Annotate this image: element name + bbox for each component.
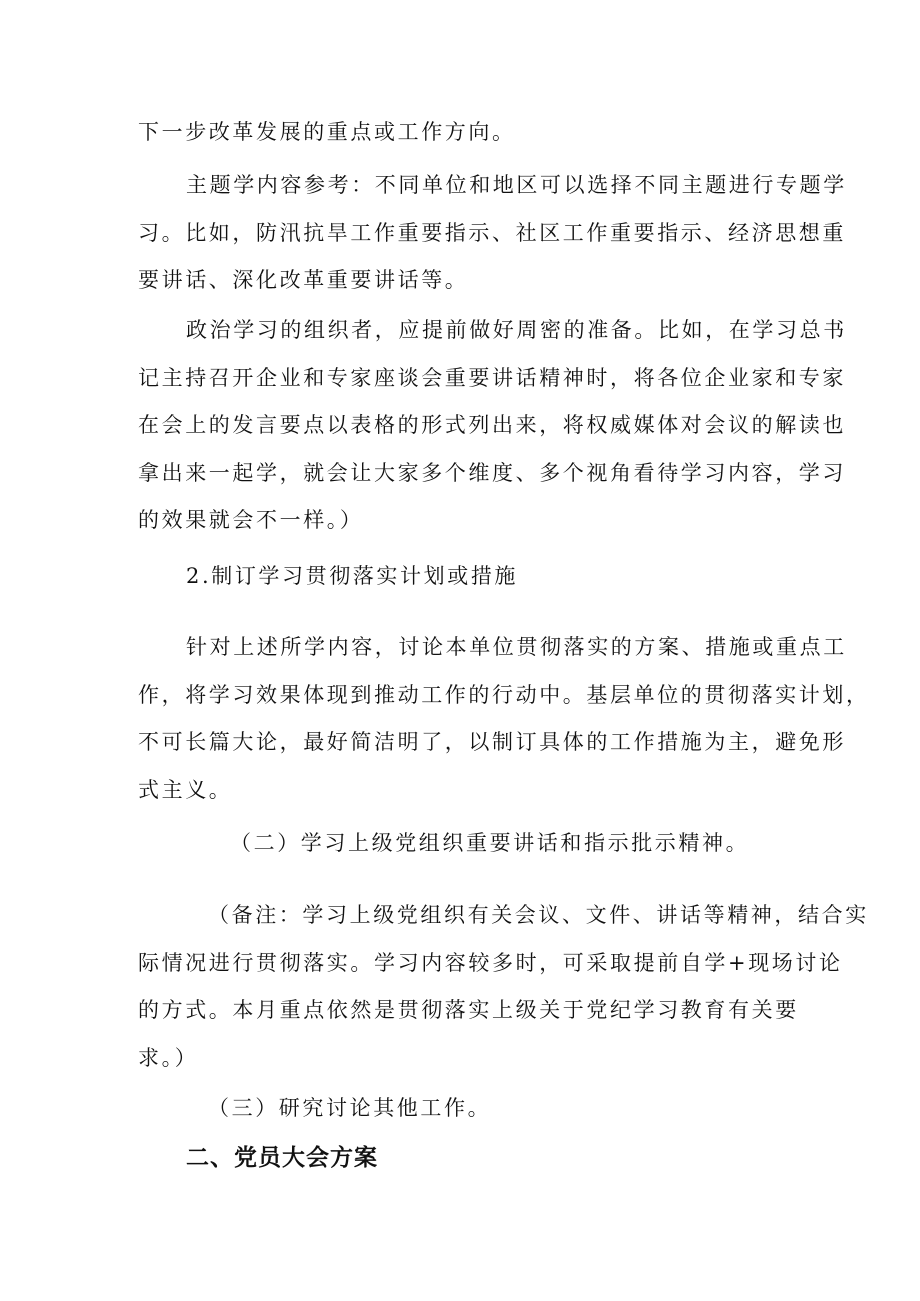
paragraph-line: （备注：学习上级党组织有关会议、文件、讲话等精神，结合实: [208, 903, 869, 927]
section-title: （二）学习上级党组织重要讲话和指示批示精神。: [230, 831, 750, 855]
section-heading: 二、党员大会方案: [186, 1145, 378, 1171]
paragraph-line: 求。）: [138, 1046, 199, 1070]
section-title: （三）研究讨论其他工作。: [208, 1096, 492, 1120]
paragraph-line: 的效果就会不一样。）: [138, 508, 364, 532]
paragraph-line: 下一步改革发展的重点或工作方向。: [138, 120, 516, 144]
paragraph-line: 主题学内容参考：不同单位和地区可以选择不同主题进行专题学: [186, 173, 847, 197]
paragraph-line: 式主义。: [138, 778, 233, 802]
paragraph-line: 在会上的发言要点以表格的形式列出来，将权威媒体对会议的解读也: [138, 413, 846, 437]
paragraph-line: 习。比如，防汛抗旱工作重要指示、社区工作重要指示、经济思想重: [138, 221, 846, 245]
paragraph-line: 记主持召开企业和专家座谈会重要讲话精神时，将各位企业家和专家: [138, 366, 846, 390]
paragraph-line: 拿出来一起学，就会让大家多个维度、多个视角看待学习内容，学习: [138, 461, 846, 485]
paragraph-line: 针对上述所学内容，讨论本单位贯彻落实的方案、措施或重点工: [186, 635, 847, 659]
paragraph-line: 不可长篇大论，最好简洁明了，以制订具体的工作措施为主，避免形: [138, 730, 846, 754]
paragraph-line: 作，将学习效果体现到推动工作的行动中。基层单位的贯彻落实计划，: [138, 683, 870, 707]
paragraph-line: 的方式。本月重点依然是贯彻落实上级关于党纪学习教育有关要: [138, 998, 799, 1022]
item-title: 2.制订学习贯彻落实计划或措施: [186, 564, 519, 588]
paragraph-line: 政治学习的组织者，应提前做好周密的准备。比如，在学习总书: [186, 318, 847, 342]
paragraph-line: 际情况进行贯彻落实。学习内容较多时，可采取提前自学+现场讨论: [138, 951, 843, 975]
paragraph-line: 要讲话、深化改革重要讲话等。: [138, 268, 469, 292]
